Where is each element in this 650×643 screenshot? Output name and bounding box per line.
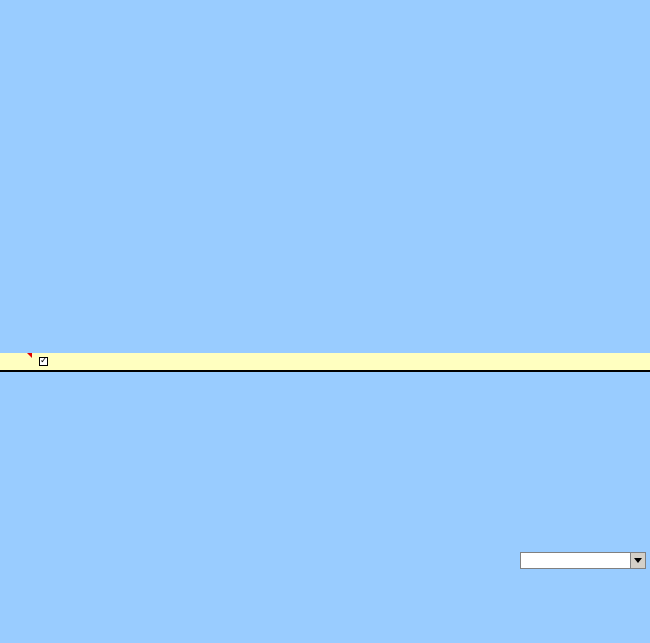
chevron-down-icon — [634, 558, 642, 563]
section-checkbox[interactable]: ✓ — [40, 356, 48, 366]
dropdown-button[interactable] — [630, 553, 645, 568]
comment-flag-icon — [27, 353, 32, 358]
section-header-efficiency — [0, 353, 650, 372]
bearing-type-select[interactable] — [520, 552, 646, 569]
